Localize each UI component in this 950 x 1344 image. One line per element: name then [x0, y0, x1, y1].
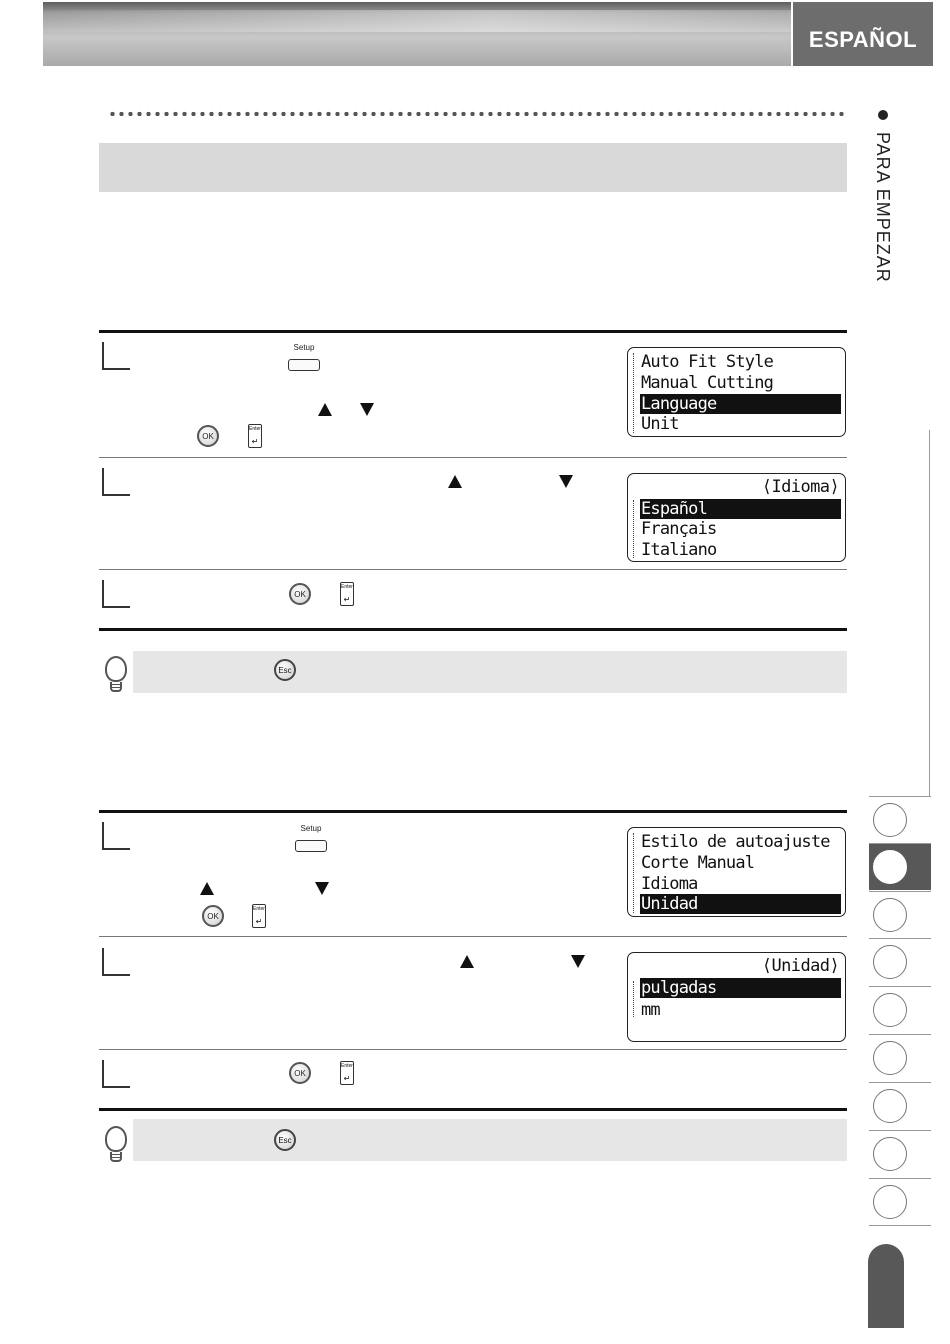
side-section-title: PARA EMPEZAR: [873, 132, 893, 283]
step-marker: [102, 1060, 130, 1088]
lcd-unit-row: mm: [641, 1000, 660, 1020]
chapter-tab[interactable]: [869, 938, 931, 985]
ok-key-icon: OK: [289, 583, 311, 605]
setup-key-icon: Setup: [287, 343, 321, 371]
step-table-top-rule: [99, 810, 847, 813]
step-divider: [99, 1049, 847, 1050]
chapter-circle-icon: [873, 850, 907, 884]
ok-key-icon: OK: [289, 1062, 311, 1084]
step-marker: [102, 342, 130, 370]
tip-band: [133, 1119, 847, 1161]
lcd-language-row-selected: Español: [640, 499, 841, 519]
step-divider: [99, 936, 847, 937]
esc-key-icon: Esc: [274, 1129, 296, 1151]
cursor-up-key-icon: [460, 955, 474, 968]
lcd-language-row: Italiano: [641, 540, 717, 560]
lcd-setup-menu: [627, 827, 846, 917]
dotted-divider: [108, 110, 846, 118]
chapter-tab[interactable]: [869, 1178, 931, 1226]
esc-key-icon: Esc: [274, 659, 296, 681]
step-divider: [99, 569, 847, 570]
enter-key-icon: Enter ↵: [341, 1063, 353, 1083]
lcd-menu-row-selected: Unidad: [640, 894, 841, 914]
tip-band: [133, 651, 847, 693]
lcd-unit-list: [627, 952, 846, 1042]
chapter-tab[interactable]: [869, 1130, 931, 1177]
side-divider: [929, 430, 930, 796]
step-marker: [102, 468, 130, 496]
enter-key-icon: Enter ↵: [253, 906, 265, 926]
chapter-circle-icon: [873, 945, 907, 979]
section-heading-band: [99, 143, 847, 192]
lcd-menu-row-selected: Language: [640, 394, 841, 414]
chapter-tab[interactable]: [869, 891, 931, 938]
chapter-tab[interactable]: [869, 1034, 931, 1081]
step-marker: [102, 580, 130, 608]
enter-key-icon: Enter ↵: [249, 426, 261, 446]
page-number-tab: [868, 1244, 904, 1328]
lcd-header: ⟨Idioma⟩: [761, 477, 839, 497]
cursor-up-key-icon: [318, 403, 332, 416]
cursor-down-key-icon: [571, 955, 585, 968]
lcd-menu-row: Auto Fit Style: [641, 352, 774, 372]
lcd-language-row: Français: [641, 519, 717, 539]
cursor-down-key-icon: [315, 882, 329, 895]
setup-key-icon: Setup: [294, 824, 328, 852]
lcd-menu-row: Idioma: [641, 874, 698, 894]
language-tab: ESPAÑOL: [793, 2, 933, 66]
cursor-up-key-icon: [448, 475, 462, 488]
lcd-language-list: [627, 473, 846, 562]
step-table-bottom-rule: [99, 628, 847, 631]
enter-key-icon: Enter ↵: [341, 584, 353, 604]
cursor-down-key-icon: [360, 403, 374, 416]
lcd-setup-menu: [627, 347, 846, 437]
lcd-menu-row: Unit: [641, 414, 679, 434]
chapter-circle-icon: [873, 1041, 907, 1075]
section-bullet-icon: [878, 110, 888, 120]
step-marker: [102, 948, 130, 976]
lcd-menu-row: Estilo de autoajuste: [641, 832, 830, 852]
step-table-top-rule: [99, 330, 847, 333]
lcd-unit-row-selected: pulgadas: [640, 978, 841, 998]
chapter-tab[interactable]: [869, 986, 931, 1033]
chapter-circle-icon: [873, 993, 907, 1027]
step-marker: [102, 822, 130, 850]
chapter-circle-icon: [873, 1089, 907, 1123]
chapter-circle-icon: [873, 898, 907, 932]
lcd-header: ⟨Unidad⟩: [761, 956, 839, 976]
chapter-tab-active[interactable]: [869, 843, 931, 890]
lightbulb-tip-icon: [104, 656, 130, 696]
ok-key-icon: OK: [197, 425, 219, 447]
chapter-tab[interactable]: [869, 1082, 931, 1129]
lcd-menu-row: Corte Manual: [641, 853, 755, 873]
chapter-circle-icon: [873, 803, 907, 837]
lcd-menu-row: Manual Cutting: [641, 373, 774, 393]
chapter-circle-icon: [873, 1137, 907, 1171]
chapter-tab[interactable]: [869, 796, 931, 843]
step-table-bottom-rule: [99, 1108, 847, 1111]
lightbulb-tip-icon: [104, 1126, 130, 1166]
header-banner: [43, 2, 791, 66]
ok-key-icon: OK: [202, 905, 224, 927]
step-divider: [99, 457, 847, 458]
cursor-down-key-icon: [559, 475, 573, 488]
cursor-up-key-icon: [200, 882, 214, 895]
chapter-circle-icon: [873, 1185, 907, 1219]
